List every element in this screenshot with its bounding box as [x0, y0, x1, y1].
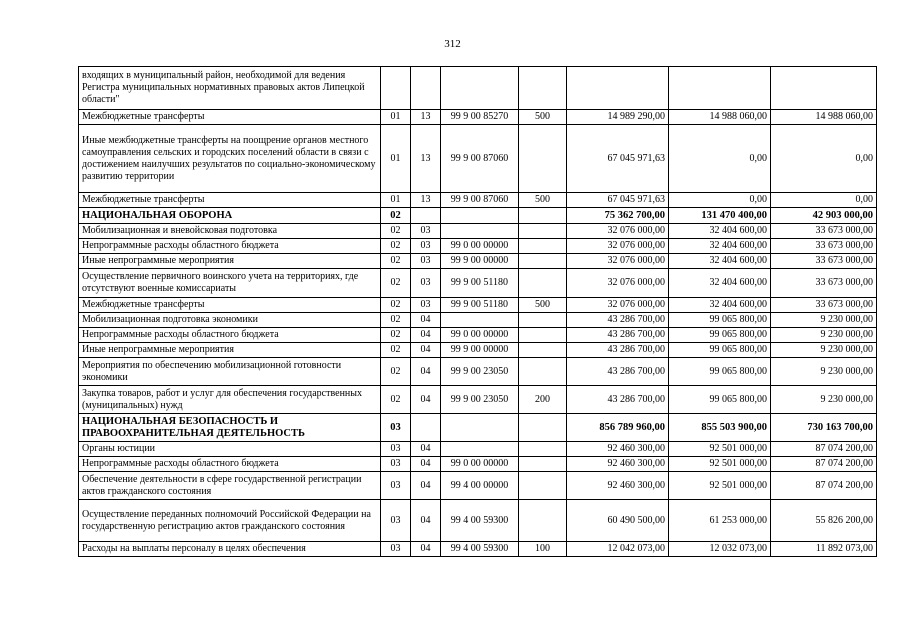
row-amount-3-cell: 9 230 000,00: [771, 313, 877, 328]
row-name-cell: Непрограммные расходы областного бюджета: [79, 328, 381, 343]
row-amount-3-cell: 730 163 700,00: [771, 414, 877, 442]
row-expense-type-cell: [519, 457, 567, 472]
row-amount-3-cell: 33 673 000,00: [771, 298, 877, 313]
row-amount-1-cell: 60 490 500,00: [567, 500, 669, 542]
row-amount-2-cell: 99 065 800,00: [669, 358, 771, 386]
row-amount-3-cell: 33 673 000,00: [771, 224, 877, 239]
row-subsection-cell: 04: [411, 457, 441, 472]
row-name-cell: НАЦИОНАЛЬНАЯ БЕЗОПАСНОСТЬ И ПРАВООХРАНИТЕЛЬНАЯ ДЕЯТЕЛЬНОСТЬ: [79, 414, 381, 442]
row-amount-3-cell: 14 988 060,00: [771, 110, 877, 125]
row-expense-type-cell: 500: [519, 298, 567, 313]
row-section-cell: 02: [381, 208, 411, 224]
row-amount-2-cell: 855 503 900,00: [669, 414, 771, 442]
table-row: [79, 269, 877, 298]
table-row: [79, 254, 877, 269]
row-amount-2-cell: 12 032 073,00: [669, 542, 771, 557]
row-subsection-cell: 04: [411, 343, 441, 358]
row-target-article-cell: [441, 313, 519, 328]
row-amount-3-cell: 87 074 200,00: [771, 457, 877, 472]
row-amount-3-cell: 55 826 200,00: [771, 500, 877, 542]
row-name-cell: Межбюджетные трансферты: [79, 110, 381, 125]
row-amount-2-cell: 99 065 800,00: [669, 313, 771, 328]
row-amount-2-cell: 14 988 060,00: [669, 110, 771, 125]
row-name-cell: Мобилизационная и вневойсковая подготовка: [79, 224, 381, 239]
table-row: [79, 298, 877, 313]
row-amount-1-cell: 12 042 073,00: [567, 542, 669, 557]
row-expense-type-cell: [519, 343, 567, 358]
row-amount-1-cell: 43 286 700,00: [567, 328, 669, 343]
row-amount-3-cell: [771, 67, 877, 110]
row-subsection-cell: 04: [411, 313, 441, 328]
row-target-article-cell: [441, 67, 519, 110]
row-amount-1-cell: 32 076 000,00: [567, 224, 669, 239]
row-name-cell: Осуществление первичного воинского учета на территориях, где отсутствуют военные комиссариаты: [79, 269, 381, 298]
row-target-article-cell: 99 9 00 00000: [441, 254, 519, 269]
row-name-cell: Иные межбюджетные трансферты на поощрение органов местного самоуправления сельских и городских поселений области в связи с достижением наилучших результатов по социально-экономическому развитию территории: [79, 125, 381, 193]
row-section-cell: 02: [381, 269, 411, 298]
row-expense-type-cell: 500: [519, 110, 567, 125]
row-section-cell: 03: [381, 457, 411, 472]
row-subsection-cell: [411, 208, 441, 224]
row-section-cell: 02: [381, 386, 411, 414]
table-row: [79, 414, 877, 442]
row-expense-type-cell: [519, 500, 567, 542]
row-target-article-cell: [441, 208, 519, 224]
row-amount-3-cell: 9 230 000,00: [771, 358, 877, 386]
row-expense-type-cell: [519, 328, 567, 343]
row-expense-type-cell: 100: [519, 542, 567, 557]
row-target-article-cell: 99 9 00 23050: [441, 358, 519, 386]
row-target-article-cell: [441, 442, 519, 457]
row-amount-3-cell: 87 074 200,00: [771, 442, 877, 457]
row-name-cell: Непрограммные расходы областного бюджета: [79, 239, 381, 254]
row-amount-3-cell: 9 230 000,00: [771, 328, 877, 343]
row-expense-type-cell: [519, 269, 567, 298]
row-amount-2-cell: 131 470 400,00: [669, 208, 771, 224]
row-target-article-cell: 99 9 00 85270: [441, 110, 519, 125]
table-row: [79, 67, 877, 110]
row-subsection-cell: 13: [411, 110, 441, 125]
page-number: 312: [444, 38, 461, 50]
row-expense-type-cell: [519, 125, 567, 193]
row-amount-1-cell: 43 286 700,00: [567, 358, 669, 386]
row-target-article-cell: [441, 224, 519, 239]
row-name-cell: Мобилизационная подготовка экономики: [79, 313, 381, 328]
row-name-cell: Межбюджетные трансферты: [79, 298, 381, 313]
table-row: [79, 542, 877, 557]
row-name-cell: Непрограммные расходы областного бюджета: [79, 457, 381, 472]
row-subsection-cell: 13: [411, 193, 441, 208]
row-name-cell: Закупка товаров, работ и услуг для обеспечения государственных (муниципальных) нужд: [79, 386, 381, 414]
row-subsection-cell: [411, 414, 441, 442]
row-section-cell: 01: [381, 193, 411, 208]
row-expense-type-cell: [519, 442, 567, 457]
table-row: [79, 110, 877, 125]
row-expense-type-cell: [519, 67, 567, 110]
row-amount-1-cell: [567, 67, 669, 110]
row-expense-type-cell: [519, 358, 567, 386]
row-amount-3-cell: 33 673 000,00: [771, 254, 877, 269]
row-section-cell: 02: [381, 358, 411, 386]
row-amount-3-cell: 33 673 000,00: [771, 239, 877, 254]
row-section-cell: 03: [381, 500, 411, 542]
row-amount-1-cell: 92 460 300,00: [567, 472, 669, 500]
row-name-cell: Обеспечение деятельности в сфере государственной регистрации актов гражданского состояния: [79, 472, 381, 500]
table-row: [79, 313, 877, 328]
row-subsection-cell: 13: [411, 125, 441, 193]
row-amount-1-cell: 67 045 971,63: [567, 193, 669, 208]
row-subsection-cell: 03: [411, 269, 441, 298]
row-section-cell: 02: [381, 343, 411, 358]
row-amount-2-cell: 92 501 000,00: [669, 457, 771, 472]
row-target-article-cell: 99 0 00 00000: [441, 328, 519, 343]
row-target-article-cell: 99 4 00 00000: [441, 472, 519, 500]
row-expense-type-cell: [519, 313, 567, 328]
table-body: [79, 67, 877, 557]
table-row: [79, 125, 877, 193]
row-amount-2-cell: [669, 67, 771, 110]
row-name-cell: входящих в муниципальный район, необходимой для ведения Регистра муниципальных нормативных правовых актов Липецкой области": [79, 67, 381, 110]
row-amount-1-cell: 75 362 700,00: [567, 208, 669, 224]
budget-table: [78, 66, 877, 557]
row-name-cell: Осуществление переданных полномочий Российской Федерации на государственную регистрацию актов гражданского состояния: [79, 500, 381, 542]
row-target-article-cell: 99 0 00 00000: [441, 457, 519, 472]
row-amount-3-cell: 11 892 073,00: [771, 542, 877, 557]
row-amount-3-cell: 33 673 000,00: [771, 269, 877, 298]
row-subsection-cell: [411, 67, 441, 110]
row-section-cell: 02: [381, 224, 411, 239]
row-amount-2-cell: 92 501 000,00: [669, 472, 771, 500]
row-section-cell: 01: [381, 125, 411, 193]
row-name-cell: Иные непрограммные мероприятия: [79, 343, 381, 358]
table-row: [79, 442, 877, 457]
row-amount-2-cell: 0,00: [669, 125, 771, 193]
row-name-cell: НАЦИОНАЛЬНАЯ ОБОРОНА: [79, 208, 381, 224]
row-subsection-cell: 04: [411, 358, 441, 386]
row-target-article-cell: 99 4 00 59300: [441, 500, 519, 542]
row-expense-type-cell: [519, 239, 567, 254]
row-section-cell: [381, 67, 411, 110]
table-row: [79, 328, 877, 343]
row-expense-type-cell: [519, 414, 567, 442]
row-amount-2-cell: 32 404 600,00: [669, 298, 771, 313]
row-subsection-cell: 04: [411, 386, 441, 414]
row-target-article-cell: 99 9 00 87060: [441, 125, 519, 193]
table-row: [79, 239, 877, 254]
row-section-cell: 02: [381, 254, 411, 269]
row-subsection-cell: 04: [411, 472, 441, 500]
row-target-article-cell: 99 9 00 51180: [441, 269, 519, 298]
row-amount-3-cell: 0,00: [771, 193, 877, 208]
row-amount-2-cell: 99 065 800,00: [669, 386, 771, 414]
row-section-cell: 03: [381, 414, 411, 442]
row-section-cell: 03: [381, 542, 411, 557]
table-row: [79, 472, 877, 500]
row-amount-3-cell: 42 903 000,00: [771, 208, 877, 224]
row-target-article-cell: 99 4 00 59300: [441, 542, 519, 557]
row-amount-2-cell: 99 065 800,00: [669, 328, 771, 343]
row-subsection-cell: 04: [411, 442, 441, 457]
row-name-cell: Иные непрограммные мероприятия: [79, 254, 381, 269]
row-amount-3-cell: 9 230 000,00: [771, 343, 877, 358]
row-amount-1-cell: 32 076 000,00: [567, 239, 669, 254]
row-section-cell: 02: [381, 328, 411, 343]
row-expense-type-cell: 500: [519, 193, 567, 208]
row-subsection-cell: 04: [411, 500, 441, 542]
row-expense-type-cell: 200: [519, 386, 567, 414]
table-row: [79, 386, 877, 414]
table-row: [79, 500, 877, 542]
row-amount-2-cell: 32 404 600,00: [669, 254, 771, 269]
row-amount-1-cell: 14 989 290,00: [567, 110, 669, 125]
row-amount-3-cell: 87 074 200,00: [771, 472, 877, 500]
row-subsection-cell: 03: [411, 224, 441, 239]
row-amount-2-cell: 0,00: [669, 193, 771, 208]
row-expense-type-cell: [519, 472, 567, 500]
row-amount-1-cell: 67 045 971,63: [567, 125, 669, 193]
row-amount-2-cell: 32 404 600,00: [669, 269, 771, 298]
row-target-article-cell: 99 0 00 00000: [441, 239, 519, 254]
row-expense-type-cell: [519, 254, 567, 269]
row-section-cell: 02: [381, 298, 411, 313]
row-amount-3-cell: 9 230 000,00: [771, 386, 877, 414]
table-row: [79, 343, 877, 358]
row-amount-1-cell: 43 286 700,00: [567, 313, 669, 328]
row-section-cell: 01: [381, 110, 411, 125]
row-amount-2-cell: 99 065 800,00: [669, 343, 771, 358]
row-name-cell: Органы юстиции: [79, 442, 381, 457]
row-expense-type-cell: [519, 224, 567, 239]
row-amount-1-cell: 32 076 000,00: [567, 269, 669, 298]
row-section-cell: 03: [381, 442, 411, 457]
table-row: [79, 224, 877, 239]
table-row: [79, 358, 877, 386]
row-subsection-cell: 04: [411, 542, 441, 557]
row-amount-1-cell: 92 460 300,00: [567, 457, 669, 472]
row-expense-type-cell: [519, 208, 567, 224]
row-amount-3-cell: 0,00: [771, 125, 877, 193]
row-name-cell: Расходы на выплаты персоналу в целях обеспечения: [79, 542, 381, 557]
row-name-cell: Мероприятия по обеспечению мобилизационной готовности экономики: [79, 358, 381, 386]
row-name-cell: Межбюджетные трансферты: [79, 193, 381, 208]
row-subsection-cell: 04: [411, 328, 441, 343]
row-target-article-cell: 99 9 00 87060: [441, 193, 519, 208]
row-subsection-cell: 03: [411, 239, 441, 254]
row-amount-2-cell: 32 404 600,00: [669, 224, 771, 239]
table-row: [79, 193, 877, 208]
row-amount-1-cell: 856 789 960,00: [567, 414, 669, 442]
row-subsection-cell: 03: [411, 254, 441, 269]
row-amount-2-cell: 61 253 000,00: [669, 500, 771, 542]
row-section-cell: 03: [381, 472, 411, 500]
row-amount-2-cell: 92 501 000,00: [669, 442, 771, 457]
row-section-cell: 02: [381, 239, 411, 254]
row-amount-1-cell: 92 460 300,00: [567, 442, 669, 457]
row-amount-2-cell: 32 404 600,00: [669, 239, 771, 254]
row-section-cell: 02: [381, 313, 411, 328]
row-amount-1-cell: 43 286 700,00: [567, 343, 669, 358]
row-subsection-cell: 03: [411, 298, 441, 313]
table-row: [79, 457, 877, 472]
row-amount-1-cell: 32 076 000,00: [567, 298, 669, 313]
row-amount-1-cell: 43 286 700,00: [567, 386, 669, 414]
row-target-article-cell: 99 9 00 00000: [441, 343, 519, 358]
row-target-article-cell: 99 9 00 23050: [441, 386, 519, 414]
table-row: [79, 208, 877, 224]
row-target-article-cell: [441, 414, 519, 442]
row-target-article-cell: 99 9 00 51180: [441, 298, 519, 313]
row-amount-1-cell: 32 076 000,00: [567, 254, 669, 269]
